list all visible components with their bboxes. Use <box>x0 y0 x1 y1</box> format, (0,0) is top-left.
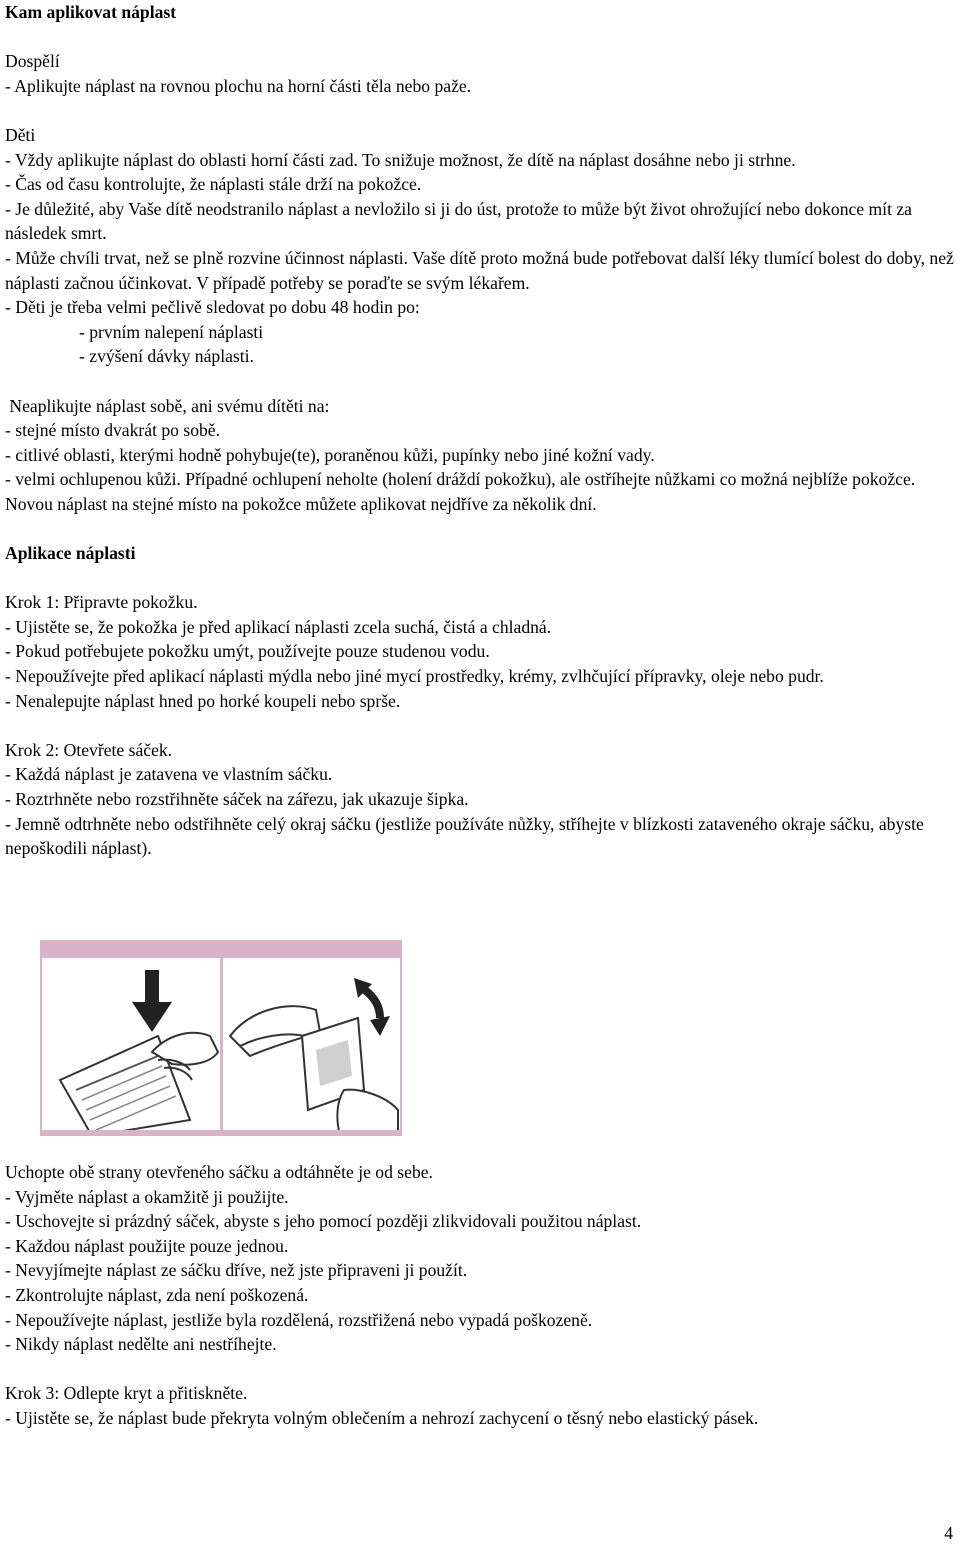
after-figure-line: - Nevyjímejte náplast ze sáčku dříve, než jste připraveni ji použít. <box>5 1260 468 1281</box>
children-line: - Je důležité, aby Vaše dítě neodstranilo náplast a nevložilo si ji do úst, protože to může být život ohrožující nebo dokonce mít za následek smrt. <box>5 198 912 244</box>
after-figure-line: - Každou náplast použijte pouze jednou. <box>5 1235 289 1256</box>
document-page <box>5 0 955 861</box>
pouch-opening-illustration <box>40 940 402 1136</box>
step2-line: - Roztrhněte nebo rozstřihněte sáček na zářezu, jak ukazuje šipka. <box>5 789 469 809</box>
step1-line: - Nenalepujte náplast hned po horké koupeli nebo sprše. <box>5 690 401 711</box>
after-figure-line: - Nikdy náplast nedělte ani nestříhejte. <box>5 1334 277 1355</box>
after-figure-line: - Nepoužívejte náplast, jestliže byla rozdělená, rozstřižená nebo vypadá poškozeně. <box>5 1309 593 1330</box>
after-figure-line: - Uschovejte si prázdný sáček, abyste s jeho pomocí později zlikvidovali použitou náplast. <box>5 1211 642 1232</box>
step3-line: - Ujistěte se, že náplast bude překryta volným oblečením a nehrozí zachycení o těsný nebo elastický pásek. <box>5 1407 759 1428</box>
children-line: - Může chvíli trvat, než se plně rozvine účinnost náplasti. Vaše dítě proto možná bude potřebovat další léky tlumící bolest do doby, než náplasti začnou účinkovat. V případě potřeby se poraďte se svým lékařem. <box>5 247 954 293</box>
page-number: 4 <box>944 1523 953 1543</box>
document-page-continued <box>5 1160 955 1431</box>
section-title-application: Aplikace náplasti <box>5 543 136 564</box>
down-arrow-icon <box>132 970 172 1032</box>
not-apply-line: - stejné místo dvakrát po sobě. <box>5 420 220 441</box>
not-apply-line: - citlivé oblasti, kterými hodně pohybuje(te), poraněnou kůži, pupínky nebo jiné kožní vady. <box>5 444 655 465</box>
not-apply-line: Novou náplast na stejné místo na pokožce můžete aplikovat nejdříve za několik dní. <box>5 493 597 514</box>
step2-line: - Každá náplast je zatavena ve vlastním sáčku. <box>5 764 333 785</box>
adults-heading: Dospělí <box>5 51 60 72</box>
not-apply-line: - velmi ochlupenou kůži. Případné ochlupení neholte (holení dráždí pokožku), ale ostříhejte nůžkami co možná nejblíže pokožce. <box>5 469 916 490</box>
hand-right-lower <box>337 1090 398 1136</box>
after-figure-line: - Zkontrolujte náplast, zda není poškozená. <box>5 1284 309 1305</box>
step1-line: - Pokud potřebujete pokožku umýt, používejte pouze studenou vodu. <box>5 641 490 662</box>
step2-heading: Krok 2: Otevřete sáček. <box>5 739 173 760</box>
children-line: - Vždy aplikujte náplast do oblasti horní části zad. To snižuje možnost, že dítě na náplast dosáhne nebo ji strhne. <box>5 149 796 170</box>
children-line: - Čas od času kontrolujte, že náplasti stále drží na pokožce. <box>5 174 422 195</box>
step1-heading: Krok 1: Připravte pokožku. <box>5 592 198 613</box>
section-title-where: Kam aplikovat náplast <box>5 2 177 22</box>
step2-line: - Jemně odtrhněte nebo odstřihněte celý okraj sáčku (jestliže používáte nůžky, stříhejte v blízkosti zataveného okraje sáčku, abyste nepoškodili náplast). <box>5 813 924 859</box>
children-subline: - zvýšení dávky náplasti. <box>79 346 254 367</box>
after-figure-line: - Vyjměte náplast a okamžitě ji použijte. <box>5 1186 289 1207</box>
children-heading: Děti <box>5 124 36 145</box>
after-figure-line: Uchopte obě strany otevřeného sáčku a odtáhněte je od sebe. <box>5 1162 433 1182</box>
not-apply-heading: Neaplikujte náplast sobě, ani svému dítěti na: <box>5 395 330 416</box>
children-line: - Děti je třeba velmi pečlivě sledovat po dobu 48 hodin po: <box>5 297 420 318</box>
step1-line: - Nepoužívejte před aplikací náplasti mýdla nebo jiné mycí prostředky, krémy, zvlhčující přípravky, oleje nebo pudr. <box>5 666 824 687</box>
step3-heading: Krok 3: Odlepte kryt a přitiskněte. <box>5 1383 248 1404</box>
step1-line: - Ujistěte se, že pokožka je před aplikací náplasti zcela suchá, čistá a chladná. <box>5 616 552 637</box>
adults-line: - Aplikujte náplast na rovnou plochu na horní části těla nebo paže. <box>5 75 472 96</box>
children-subline: - prvním nalepení náplasti <box>79 321 264 342</box>
